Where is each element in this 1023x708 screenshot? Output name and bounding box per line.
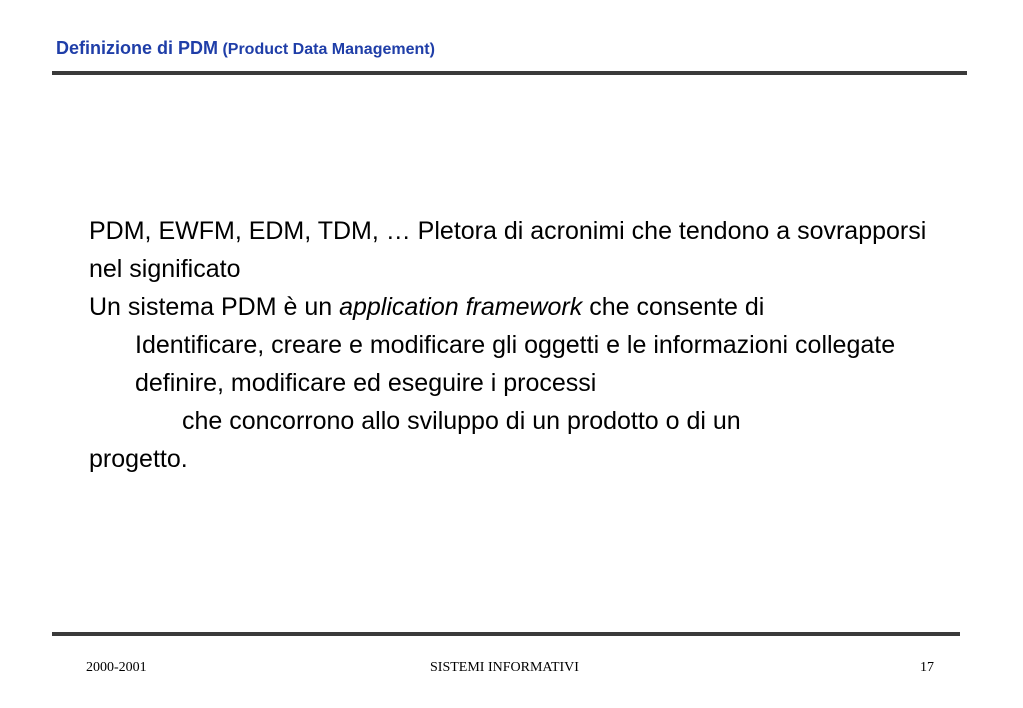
bottom-divider [52,632,960,636]
footer-course: SISTEMI INFORMATIVI [430,660,579,675]
slide-title-subtitle: (Product Data Management) [222,41,435,58]
slide-title-main: Definizione di PDM [56,38,218,58]
list-item-processes: definire, modificare ed eseguire i processi [135,369,597,397]
footer-page-number: 17 [920,660,934,675]
definition-text-end: che consente di [582,293,765,321]
body-paragraph-definition [89,288,929,326]
slide-body [89,212,929,478]
top-divider [52,71,967,75]
list-item-continuation: che concorrono allo sviluppo di un prodotto o di un [182,407,741,435]
definition-text-start: Un sistema PDM è un [89,293,340,321]
list-item-identify: Identificare, creare e modificare gli oggetti e le informazioni collegate [135,331,896,359]
list-item-continuation-wrap: progetto. [89,445,188,473]
body-paragraph-acronyms: PDM, EWFM, EDM, TDM, … Pletora di acronimi che tendono a sovrapporsi nel significato [89,217,927,283]
slide-title [56,38,435,59]
definition-italic-term: application framework [339,293,583,321]
footer-year: 2000-2001 [86,660,147,675]
